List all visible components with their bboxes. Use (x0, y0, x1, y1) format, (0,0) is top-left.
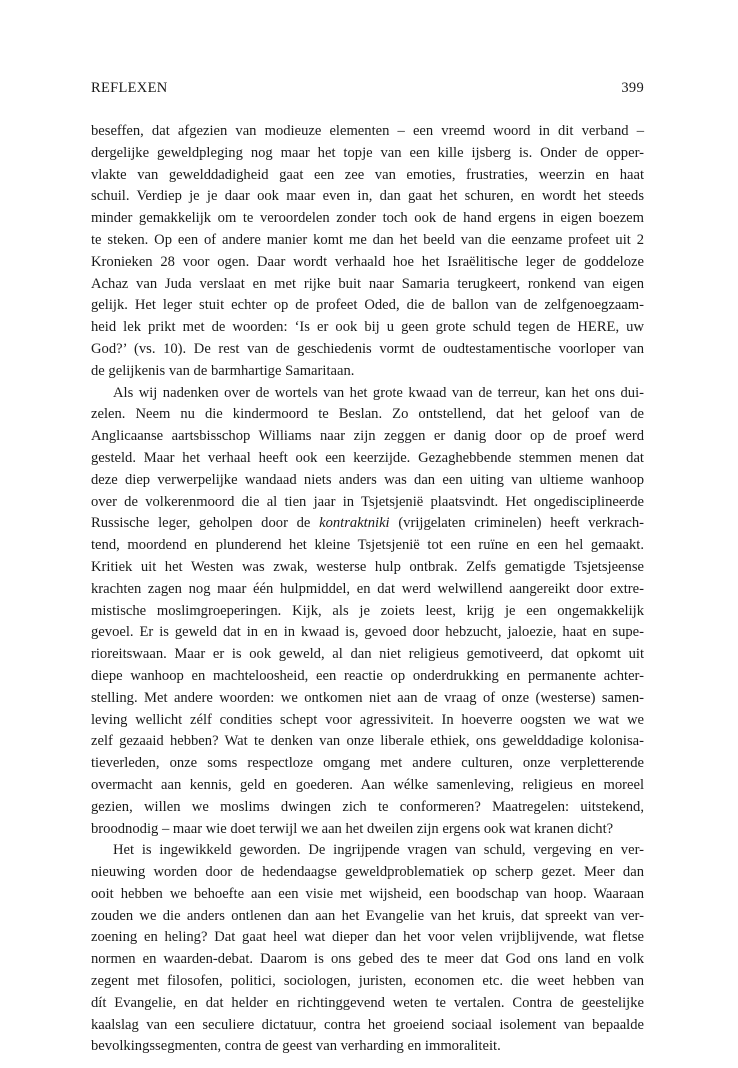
text-line: vlakte van gewelddadigheid gaat een zee van emoties, frustraties, weerzin en haat (91, 166, 644, 183)
text-line: Als wij nadenken over de wortels van het grote kwaad van de terreur, kan het ons dui- (113, 384, 644, 401)
text-line: bevolkingssegmenten, contra de geest van verharding en immoraliteit. (91, 1038, 501, 1055)
italic-term: kontraktniki (319, 515, 390, 532)
text-line: gelijk. Het leger stuit echter op de profeet Oded, die de ballon van de zelfgenoegzaam- (91, 297, 644, 314)
text-line: Kronieken 28 voor ogen. Daar wordt verhaald hoe het Israëlitische leger de goddeloze (91, 253, 644, 270)
text-line: Achaz van Juda verslaat en met rijke buit naar Samaria terugkeert, ronkend van eigen (91, 275, 644, 292)
text-line: dít Evangelie, en dat helder en richtinggevend weten te vertalen. Contra de geestelijke (91, 994, 644, 1011)
text-line: dergelijke geweldpleging nog maar het topje van een kille ijsberg is. Onder de opper- (91, 144, 644, 161)
text-line: rioreitswaan. Maar er is ook geweld, al dan niet religieus gemotiveerd, dat opkomt uit (91, 646, 644, 663)
text-line: Kritiek uit het Westen was zwak, westerse hulp ontbrak. Zelfs gematigde Tsjetsjeense (91, 558, 644, 575)
text-line: over de volkerenmoord die al tien jaar in Tsjetsjenië plaatsvindt. Het ongedisciplineerde (91, 493, 644, 510)
text-line: de gelijkenis van de barmhartige Samaritaan. (91, 362, 355, 379)
running-head (91, 76, 644, 100)
text-line: diepe wanhoop en machteloosheid, een reactie op onderdrukking en permanente achter- (91, 667, 644, 684)
text-line: minder gemakkelijk om te veroordelen zonder toch ook de hand ergens in eigen boezem (91, 210, 644, 227)
text-fragment: Russische leger, geholpen door de (91, 515, 320, 532)
text-line: gezien, willen we moslims dwingen zich te conformeren? Maatregelen: uitstekend, (91, 798, 644, 815)
text-line: schuil. Verdiep je je daar ook maar even in, dan gaat het schuren, en wordt het steeds (91, 188, 644, 205)
text-line: nieuwing worden door de hedendaagse geweldproblematiek op scherp gezet. Meer dan (91, 864, 644, 881)
text-line: tieverleden, onze soms respectloze omgang met andere culturen, onze verpletterende (91, 755, 644, 772)
text-line: ooit hebben we behoefte aan een visie met wijsheid, een boodschap van hoop. Waaraan (91, 885, 644, 902)
text-line: mistische moslimgroeperingen. Kijk, als je zoiets leest, krijg je een ongemakkelijk (91, 602, 644, 619)
text-line: zelen. Neem nu die kindermoord te Beslan. Zo ontstellend, dat het geloof van de (91, 406, 644, 423)
running-head-title: REFLEXEN (91, 80, 168, 96)
text-line: overmacht aan kennis, geld en goederen. Aan wélke samenleving, religieus en moreel (91, 776, 644, 793)
paragraph-2 (91, 383, 644, 841)
text-line: heid lek prikt met de woorden: ‘Is er ook bij u geen grote schuld tegen de HERE, uw (91, 319, 644, 336)
text-line: gevoel. Er is geweld dat in en in kwaad is, gevoed door hebzucht, jaloezie, haat en supe- (91, 624, 644, 641)
text-line: te steken. Op een of andere manier komt me dan het beeld van die eenzame profeet uit 2 (91, 231, 644, 248)
text-line: zoening en heling? Dat gaat heel wat dieper dan het voor velen vrijblijvende, wat fletse (91, 929, 644, 946)
text-line: beseffen, dat afgezien van modieuze elementen – een vreemd woord in dit verband – (91, 123, 644, 139)
body-text (91, 121, 644, 1058)
page-number: 399 (621, 80, 644, 96)
text-line: God?’ (vs. 10). De rest van de geschiedenis vormt de oudtestamentische voorloper van (91, 340, 644, 357)
text-line: tend, moordend en plunderend het kleine Tsjetsjenië tot een ruïne en een hel gemaakt. (91, 537, 644, 554)
text-line: deze diep verwerpelijke wandaad niets anders was dan een uiting van ultieme wanhoop (91, 471, 644, 488)
text-line: leving wellicht zélf condities schept voor agressiviteit. In hoeverre oogsten we wat we (91, 711, 644, 728)
text-line: normen en waarden-debat. Daarom is ons gebed des te meer dat God ons land en volk (91, 951, 644, 968)
text-line: kaalslag van een seculiere dictatuur, contra het groeiend sociaal isolement van bepaalde (91, 1016, 644, 1033)
paragraph-3 (91, 840, 644, 1058)
text-line: Anglicaanse aartsbisschop Williams naar zijn zeggen er danig door op de proef werd (91, 428, 644, 445)
text-line: zouden we die anders ontlenen dan aan het Evangelie van het kruis, dat spreekt van ver- (91, 907, 644, 924)
book-page (91, 76, 644, 1058)
text-line: Het is ingewikkeld geworden. De ingrijpende vragen van schuld, vergeving en ver- (113, 842, 644, 859)
text-line: broodnodig – maar wie doet terwijl we aan het dweilen zijn ergens ook wat kranen dicht? (91, 820, 614, 837)
text-line: krachten zagen nog maar één hulpmiddel, en dat werd welwillend aangereikt door extre- (91, 580, 644, 597)
text-line-with-italic (91, 513, 644, 535)
text-line: stelling. Met andere woorden: we ontkomen niet aan de vraag of onze (westerse) samen- (91, 689, 644, 706)
paragraph-1 (91, 121, 644, 383)
text-line: zelf gezaaid hebben? Wat te denken van onze liberale ethiek, ons gewelddadige kolonisa- (91, 733, 644, 750)
text-line: gesteld. Maar het verhaal heeft ook een keerzijde. Gezaghebbende stemmen menen dat (91, 449, 644, 466)
text-fragment: (vrijgelaten criminelen) heeft verkrach- (389, 515, 644, 532)
text-line: zegent met filosofen, politici, sociologen, juristen, economen etc. die weet hebben van (91, 973, 644, 990)
